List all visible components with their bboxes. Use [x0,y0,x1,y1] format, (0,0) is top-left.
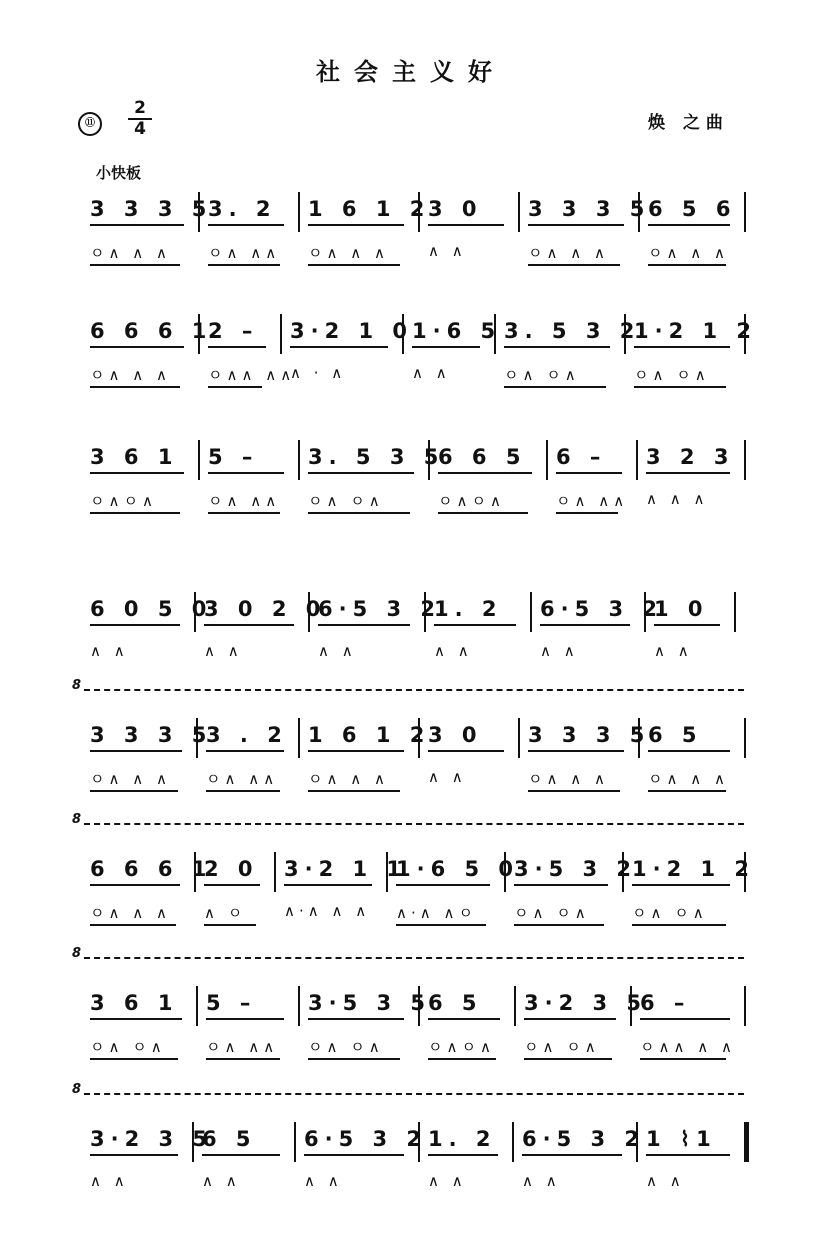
barline [734,592,736,632]
measure [432,438,546,510]
symbol-underline [528,264,620,266]
beam-underline [90,346,184,348]
measure-notes: 3 3 3 5 [528,723,651,747]
measure [284,312,414,382]
barline [636,440,638,480]
technique-symbols: ㅇ∧ ㅇ∧ [632,904,708,922]
barline [198,440,200,480]
measure [640,438,744,508]
technique-symbols: ㅇ∧ ∧ ∧ [648,770,729,788]
symbol-underline [428,1058,496,1060]
beam-underline [428,1154,498,1156]
tempo-marking: 小快板 [96,164,142,182]
measure-notes: 2 – [208,319,259,343]
technique-symbols: ∧ ㅇ [204,904,247,922]
technique-symbols: ∧ ∧ [522,1172,561,1190]
measure [422,1120,512,1190]
instrument-mark: ⑪ [78,112,102,136]
measure-notes: 6 – [556,445,607,469]
technique-symbols: ㅇ∧∧ ∧∧ [208,366,296,384]
measure [390,850,520,922]
technique-symbols: ∧ ∧ [428,768,467,786]
measure-notes: 1·2 1 2 [632,857,756,881]
symbol-underline [308,264,400,266]
symbol-underline [90,512,180,514]
technique-symbols: ∧ ∧ [412,364,451,382]
measure-notes: 5 – [206,991,257,1015]
technique-symbols: ㅇ∧ ∧ ∧ [308,244,389,262]
measure [84,850,213,922]
measure-notes: 6 5 [428,991,483,1015]
measure [200,716,298,788]
symbol-underline [648,790,726,792]
beam-underline [90,750,182,752]
measure [84,716,213,788]
measure [202,312,296,384]
barline [298,986,300,1026]
technique-symbols: ㅇ∧ ∧∧ [206,770,279,788]
technique-symbols: ㅇ∧ ∧ ∧ [528,244,609,262]
measure [422,190,518,260]
measure-notes: 1. 2 [428,1127,497,1151]
octave-label: 8 [72,946,82,961]
barline [514,986,516,1026]
technique-symbols: ∧ ∧ [318,642,357,660]
technique-symbols: ㅇ∧ ∧∧ [208,492,281,510]
time-sig-bottom: 4 [134,119,146,139]
measure [202,190,298,262]
measure [84,590,213,660]
symbol-underline [438,512,528,514]
technique-symbols: ∧ ∧ [202,1172,241,1190]
measure-notes: 1 6 1 2 [308,723,431,747]
measure [518,984,648,1056]
measure-notes: 3 0 2 0 [204,597,327,621]
measure [550,438,636,510]
technique-symbols: ㅇ∧ ∧ ∧ [648,244,729,262]
beam-underline [528,224,624,226]
beam-underline [514,884,608,886]
beam-underline [428,750,504,752]
technique-symbols: ∧ · ∧ [290,364,347,382]
beam-underline [396,884,490,886]
barline [512,1122,514,1162]
beam-underline [290,346,388,348]
measure [302,716,431,788]
technique-symbols: ㅇ∧∧ ∧ ∧ [640,1038,736,1056]
measure [298,1120,428,1190]
octave-dash [84,823,744,825]
measure [498,312,641,384]
beam-underline [428,1018,500,1020]
octave-dash [84,957,744,959]
measure-notes: 3 3 3 5 [90,723,213,747]
measure-notes: 3·2 3 5 [524,991,648,1015]
beam-underline [284,884,372,886]
measure [198,590,327,660]
beam-underline [528,750,624,752]
octave-label: 8 [72,812,82,827]
technique-symbols: ∧ ∧ [428,1172,467,1190]
barline [546,440,548,480]
technique-symbols: ㅇ∧ ㅇ∧ [634,366,710,384]
technique-symbols: ㅇ∧ ∧ ∧ [90,366,171,384]
measure-notes: 3. 2 [208,197,277,221]
symbol-underline [90,264,180,266]
technique-symbols: ㅇ∧ ㅇ∧ [514,904,590,922]
time-signature [128,100,152,138]
barline [744,718,746,758]
measure-notes: 2 0 [204,857,259,881]
technique-symbols: ㅇ∧ ㅇ∧ [504,366,580,384]
beam-underline [308,472,414,474]
beam-underline [308,750,404,752]
measure-notes: 6·5 3 2 [540,597,664,621]
symbol-underline [208,264,280,266]
measure [302,438,445,510]
measure [200,984,298,1056]
beam-underline [412,346,480,348]
beam-underline [208,224,284,226]
symbol-underline [528,790,620,792]
measure-notes: 1. 2 [434,597,503,621]
beam-underline [90,884,180,886]
measure [198,850,274,922]
measure [642,190,744,262]
symbol-underline [396,924,486,926]
measure-notes: 3 . 2 [206,723,288,747]
symbol-underline [640,1058,726,1060]
beam-underline [206,750,284,752]
measure-notes: 3·2 1 0 [290,319,414,343]
octave-line [72,1082,744,1100]
technique-symbols: ∧ ∧ [654,642,693,660]
song-title: 社会主义好 [316,58,506,86]
measure [84,984,196,1056]
measure-notes: 3 0 [428,197,483,221]
barline [298,718,300,758]
measure-notes: 3 0 [428,723,483,747]
measure-notes: 6 5 6 [648,197,737,221]
measure [628,312,758,384]
measure [522,190,651,262]
measure [522,716,651,788]
technique-symbols: ㅇ∧ ∧∧ [556,492,629,510]
barline [274,852,276,892]
measure-notes: 1 ⌇1 [646,1127,717,1151]
measure-notes: 6 – [640,991,691,1015]
beam-underline [318,624,410,626]
technique-symbols: ∧ ∧ [434,642,473,660]
symbol-underline [504,386,606,388]
symbol-underline [556,512,618,514]
symbol-underline [648,264,726,266]
measure [422,984,514,1056]
beam-underline [434,624,516,626]
measure-notes: 6 6 5 [438,445,527,469]
technique-symbols: ㅇ∧ ㅇ∧ [308,1038,384,1056]
beam-underline [438,472,532,474]
technique-symbols: ㅇ∧ ㅇ∧ [90,1038,166,1056]
measure-notes: 3. 5 3 2 [504,319,641,343]
measure-notes: 3 6 1 [90,445,179,469]
beam-underline [556,472,622,474]
beam-underline [90,224,184,226]
measure [196,1120,294,1190]
measure [84,438,198,510]
measure-notes: 1 6 1 2 [308,197,431,221]
beam-underline [646,472,730,474]
symbol-underline [208,512,280,514]
beam-underline [640,1018,730,1020]
octave-label: 8 [72,1082,82,1097]
beam-underline [90,472,184,474]
final-barline [744,1122,749,1162]
measure [626,850,756,922]
beam-underline [202,1154,280,1156]
symbol-underline [524,1058,612,1060]
measure [406,312,502,382]
measure-notes: 6 6 6 1 [90,857,213,881]
technique-symbols: ∧ ∧ [428,242,467,260]
beam-underline [308,224,404,226]
technique-symbols: ㅇ∧ ∧ ∧ [528,770,609,788]
measure-notes: 3·5 3 5 [308,991,432,1015]
measure-notes: 3 3 3 5 [90,197,213,221]
time-sig-top: 2 [134,98,146,118]
measure-notes: 3 3 3 5 [528,197,651,221]
technique-symbols: ∧ ∧ [646,1172,685,1190]
measure-notes: 6·5 3 2 [304,1127,428,1151]
beam-underline [648,224,730,226]
technique-symbols: ∧·∧ ∧ ∧ [284,902,371,920]
measure-notes: 1·2 1 2 [634,319,758,343]
measure-notes: 3·2 1 1 [284,857,408,881]
measure [428,590,530,660]
measure-notes: 5 – [208,445,259,469]
symbol-underline [208,386,262,388]
technique-symbols: ㅇ∧ㅇ∧ [90,492,157,510]
beam-underline [654,624,720,626]
symbol-underline [308,512,410,514]
octave-line [72,812,744,830]
measure [634,984,744,1056]
octave-dash [84,689,744,691]
symbol-underline [514,924,604,926]
technique-symbols: ∧ ∧ [90,1172,129,1190]
technique-symbols: ㅇ∧ ∧ ∧ [90,244,171,262]
measure-notes: 6·5 3 2 [522,1127,646,1151]
measure-notes: 1·6 5 [412,319,502,343]
symbol-underline [308,790,400,792]
measure-notes: 6 0 5 0 [90,597,213,621]
beam-underline [632,884,730,886]
measure-notes: 6 5 [202,1127,257,1151]
symbol-underline [90,924,176,926]
measure [84,190,213,262]
technique-symbols: ㅇ∧ㅇ∧ [438,492,505,510]
beam-underline [522,1154,622,1156]
measure-notes: 3·2 3 5 [90,1127,214,1151]
technique-symbols: ∧·∧ ∧ㅇ [396,904,477,922]
measure [648,590,734,660]
measure [302,984,432,1056]
measure-notes: 6 5 [648,723,703,747]
symbol-underline [632,924,726,926]
symbol-underline [204,924,256,926]
measure [84,312,213,384]
octave-label: 8 [72,678,82,693]
technique-symbols: ∧ ∧ [90,642,129,660]
technique-symbols: ㅇ∧ㅇ∧ [428,1038,495,1056]
beam-underline [206,1018,284,1020]
barline [744,986,746,1026]
barline [518,718,520,758]
beam-underline [90,1018,182,1020]
symbol-underline [308,1058,400,1060]
barline [530,592,532,632]
barline [518,192,520,232]
beam-underline [428,224,504,226]
composer-credit: 焕 之曲 [648,113,729,133]
symbol-underline [634,386,726,388]
measure-notes: 6·5 3 2 [318,597,442,621]
measure [508,850,638,922]
beam-underline [304,1154,404,1156]
measure [642,716,744,788]
measure-notes: 3 2 3 [646,445,735,469]
beam-underline [308,1018,404,1020]
technique-symbols: ㅇ∧ ㅇ∧ [524,1038,600,1056]
measure [516,1120,646,1190]
barline [280,314,282,354]
symbol-underline [90,1058,178,1060]
measure [302,190,431,262]
barline [744,192,746,232]
beam-underline [204,624,294,626]
measure-notes: 6 6 6 1 [90,319,213,343]
measure-notes: 3 6 1 [90,991,179,1015]
symbol-underline [90,386,180,388]
technique-symbols: ㅇ∧ ∧ ∧ [90,770,171,788]
technique-symbols: ∧ ∧ [304,1172,343,1190]
octave-line [72,946,744,964]
barline [298,192,300,232]
technique-symbols: ㅇ∧ ∧ ∧ [308,770,389,788]
measure-notes: 3. 5 3 5 [308,445,445,469]
technique-symbols: ㅇ∧ ∧ ∧ [90,904,171,922]
octave-line [72,678,744,696]
beam-underline [204,884,260,886]
measure-notes: 3·5 3 2 [514,857,638,881]
measure-notes: 1·6 5 0 [396,857,520,881]
beam-underline [208,346,266,348]
measure-notes: 1 0 [654,597,709,621]
beam-underline [634,346,730,348]
beam-underline [90,1154,178,1156]
technique-symbols: ㅇ∧ ∧∧ [208,244,281,262]
barline [196,986,198,1026]
beam-underline [504,346,610,348]
beam-underline [524,1018,616,1020]
beam-underline [208,472,284,474]
measure [422,716,518,786]
beam-underline [646,1154,730,1156]
symbol-underline [206,1058,280,1060]
octave-dash [84,1093,744,1095]
symbol-underline [90,790,178,792]
beam-underline [540,624,630,626]
technique-symbols: ㅇ∧ ㅇ∧ [308,492,384,510]
beam-underline [90,624,180,626]
barline [294,1122,296,1162]
measure [534,590,664,660]
technique-symbols: ∧ ∧ ∧ [646,490,709,508]
technique-symbols: ∧ ∧ [204,642,243,660]
technique-symbols: ㅇ∧ ∧∧ [206,1038,279,1056]
measure [202,438,298,510]
measure [84,1120,214,1190]
barline [744,440,746,480]
barline [298,440,300,480]
measure [640,1120,744,1190]
symbol-underline [206,790,280,792]
measure [312,590,442,660]
measure [278,850,408,920]
beam-underline [648,750,730,752]
technique-symbols: ∧ ∧ [540,642,579,660]
